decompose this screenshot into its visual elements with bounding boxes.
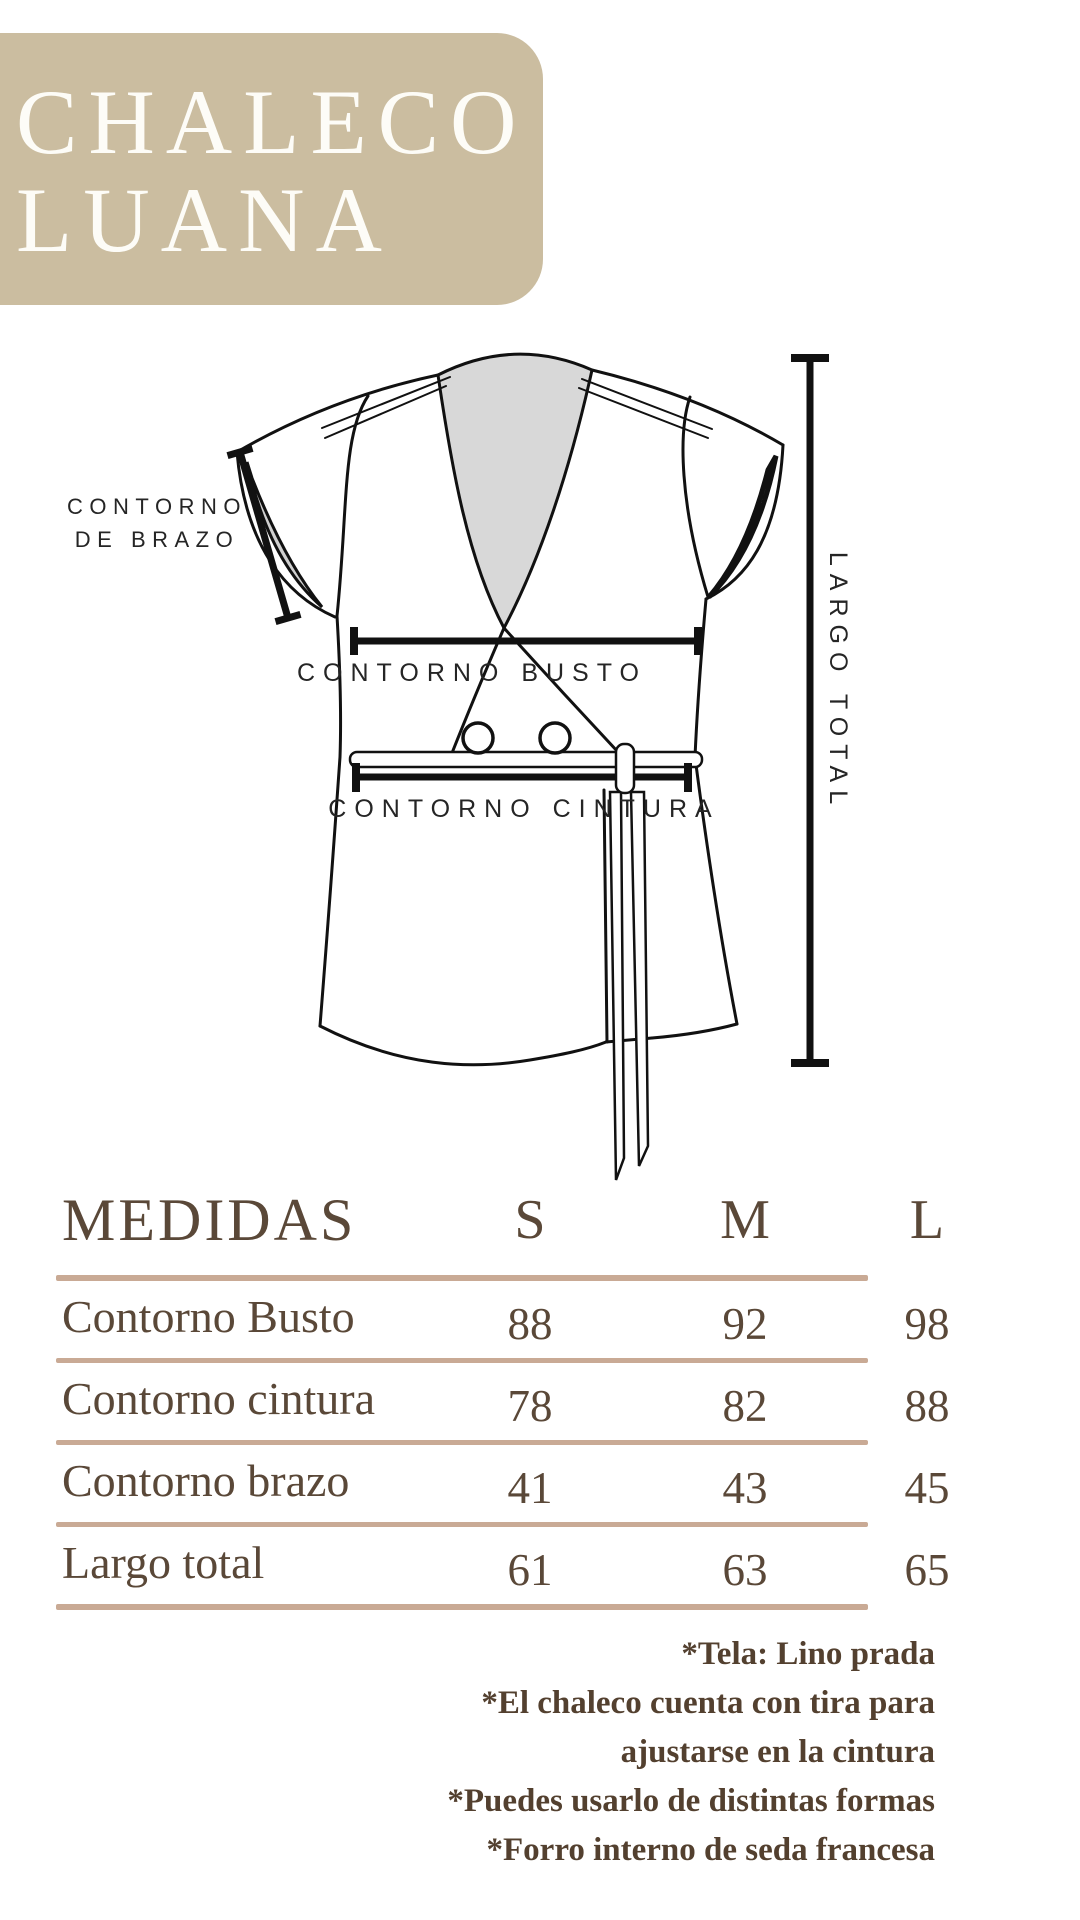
table-rule <box>56 1275 868 1281</box>
size-table-title: MEDIDAS <box>62 1187 357 1253</box>
table-row-label: Contorno brazo <box>62 1455 350 1506</box>
table-cell: 82 <box>722 1381 768 1431</box>
note-line: *Tela: Lino prada <box>681 1636 935 1672</box>
table-cell: 78 <box>507 1381 553 1431</box>
table-cell: 43 <box>722 1463 768 1513</box>
table-rule <box>56 1358 868 1363</box>
product-notes <box>215 1630 935 1875</box>
waist-measure-label: CONTORNO CINTURA <box>328 795 720 823</box>
product-title-line2: LUANA <box>16 169 393 271</box>
table-rule <box>56 1522 868 1527</box>
note-line: ajustarse en la cintura <box>620 1734 935 1770</box>
vest-collar-lining <box>438 354 592 628</box>
arm-measure-label-line2: DE BRAZO <box>74 527 240 552</box>
table-cell: 63 <box>722 1545 768 1595</box>
title-block <box>0 33 543 305</box>
sleeve-lining-left <box>247 462 322 607</box>
table-rule <box>56 1440 868 1445</box>
table-cell: 41 <box>507 1463 553 1513</box>
length-measure-line <box>791 358 829 1063</box>
table-rule <box>56 1604 868 1610</box>
size-column-l: L <box>909 1189 945 1251</box>
table-cell: 45 <box>904 1463 950 1513</box>
product-title <box>16 73 527 269</box>
note-line: *Puedes usarlo de distintas formas <box>447 1783 935 1819</box>
table-cell: 88 <box>904 1381 950 1431</box>
arm-measure-label-line1: CONTORNO <box>67 494 247 519</box>
table-cell: 61 <box>507 1545 553 1595</box>
table-row-label: Contorno cintura <box>62 1373 375 1424</box>
table-cell: 98 <box>904 1299 950 1349</box>
note-line: *Forro interno de seda francesa <box>486 1832 935 1868</box>
length-measure-label: LARGO TOTAL <box>824 551 852 813</box>
table-row-label: Contorno Busto <box>62 1291 355 1342</box>
table-cell: 65 <box>904 1545 950 1595</box>
bust-measure-label: CONTORNO BUSTO <box>297 659 647 687</box>
note-line: *El chaleco cuenta con tira para <box>481 1685 935 1721</box>
sleeve-lining-right <box>709 456 776 597</box>
product-title-line1: CHALECO <box>16 71 528 173</box>
size-column-m: M <box>720 1189 770 1251</box>
size-column-s: S <box>514 1189 546 1251</box>
vest-buttons <box>463 723 570 753</box>
table-cell: 92 <box>722 1299 768 1349</box>
waist-belt <box>350 752 702 767</box>
table-row-label: Largo total <box>62 1537 265 1588</box>
garment-diagram <box>0 330 1080 1190</box>
table-cell: 88 <box>507 1299 553 1349</box>
